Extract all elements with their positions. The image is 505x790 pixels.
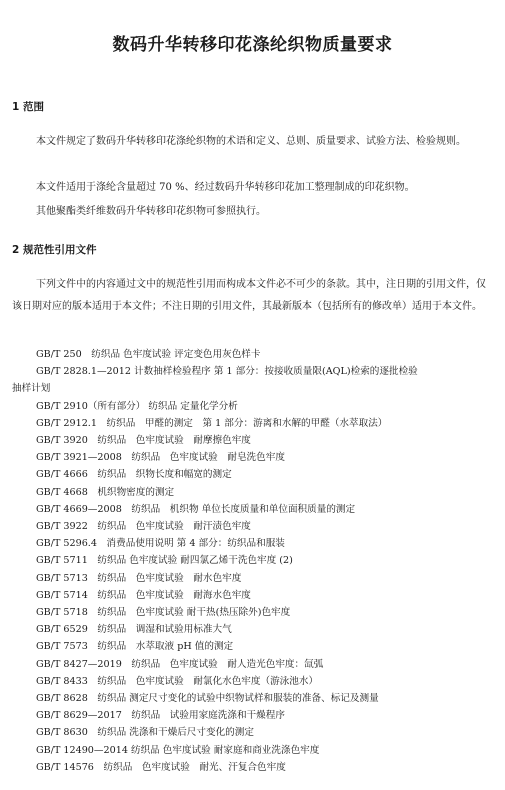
reference-item: GB/T 2828.1—2012 计数抽样检验程序 第 1 部分：按接收质量限(AQL)检索的逐批检验	[36, 366, 418, 378]
reference-item: GB/T 5296.4 消费品使用说明 第 4 部分：纺织品和服装	[36, 538, 285, 550]
normative-references-list	[12, 346, 494, 776]
reference-item: GB/T 5718 纺织品 色牢度试验 耐干热(热压除外)色牢度	[36, 607, 291, 619]
reference-item: GB/T 8628 纺织品 测定尺寸变化的试验中织物试样和服装的准备、标记及测量	[36, 693, 379, 705]
reference-item: GB/T 250 纺织品 色牢度试验 评定变色用灰色样卡	[36, 349, 261, 360]
section-1-paragraph-3: 其他聚酯类纤维数码升华转移印花织物可参照执行。	[36, 206, 266, 217]
reference-item: GB/T 2910（所有部分） 纺织品 定量化学分析	[36, 400, 238, 412]
reference-item: GB/T 5714 纺织品 色牢度试验 耐海水色牢度	[36, 589, 251, 601]
section-1-heading: 1 范围	[12, 101, 44, 113]
reference-item: GB/T 8630 纺织品 洗涤和干燥后尺寸变化的测定	[36, 727, 254, 739]
reference-item: GB/T 12490—2014 纺织品 色牢度试验 耐家庭和商业洗涤色牢度	[36, 744, 320, 756]
reference-item: GB/T 6529 纺织品 调湿和试验用标准大气	[36, 624, 232, 636]
reference-item: GB/T 4669—2008 纺织品 机织物 单位长度质量和单位面积质量的测定	[36, 503, 356, 515]
section-1-paragraph-1: 本文件规定了数码升华转移印花涤纶织物的术语和定义、总则、质量要求、试验方法、检验规则。	[36, 136, 466, 147]
reference-item: GB/T 14576 纺织品 色牢度试验 耐光、汗复合色牢度	[36, 761, 286, 773]
section-2-heading: 2 规范性引用文件	[12, 244, 97, 256]
reference-item: GB/T 8433 纺织品 色牢度试验 耐氯化水色牢度（游泳池水）	[36, 675, 319, 687]
reference-item: GB/T 3921—2008 纺织品 色牢度试验 耐皂洗色牢度	[36, 452, 285, 464]
reference-item-continuation: 抽样计划	[12, 383, 51, 395]
reference-item: GB/T 8629—2017 纺织品 试验用家庭洗涤和干燥程序	[36, 710, 285, 722]
reference-item: GB/T 5711 纺织品 色牢度试验 耐四氯乙烯干洗色牢度 (2)	[36, 555, 293, 567]
document-title: 数码升华转移印花涤纶织物质量要求	[112, 35, 393, 55]
reference-item: GB/T 4666 纺织品 织物长度和幅宽的测定	[36, 469, 232, 481]
reference-item: GB/T 3922 纺织品 色牢度试验 耐汗渍色牢度	[36, 521, 251, 533]
section-2-paragraph-1: 下列文件中的内容通过文中的规范性引用而构成本文件必不可少的条款。其中，注日期的引用文件，仅该日期对应的版本适用于本文件；不注日期的引用文件，其最新版本（包括所有的修改单）适用于本文件。	[12, 279, 486, 312]
reference-item: GB/T 3920 纺织品 色牢度试验 耐摩擦色牢度	[36, 435, 251, 447]
reference-item: GB/T 4668 机织物密度的测定	[36, 486, 175, 498]
reference-item: GB/T 7573 纺织品 水萃取液 pH 值的测定	[36, 641, 234, 653]
reference-item: GB/T 5713 纺织品 色牢度试验 耐水色牢度	[36, 572, 242, 584]
section-1-paragraph-2: 本文件适用于涤纶含量超过 70 %、经过数码升华转移印花加工整理制成的印花织物。	[36, 182, 415, 193]
reference-item: GB/T 8427—2019 纺织品 色牢度试验 耐人造光色牢度：氙弧	[36, 658, 324, 670]
reference-item: GB/T 2912.1 纺织品 甲醛的测定 第 1 部分：游离和水解的甲醛（水萃取法）	[36, 417, 388, 429]
